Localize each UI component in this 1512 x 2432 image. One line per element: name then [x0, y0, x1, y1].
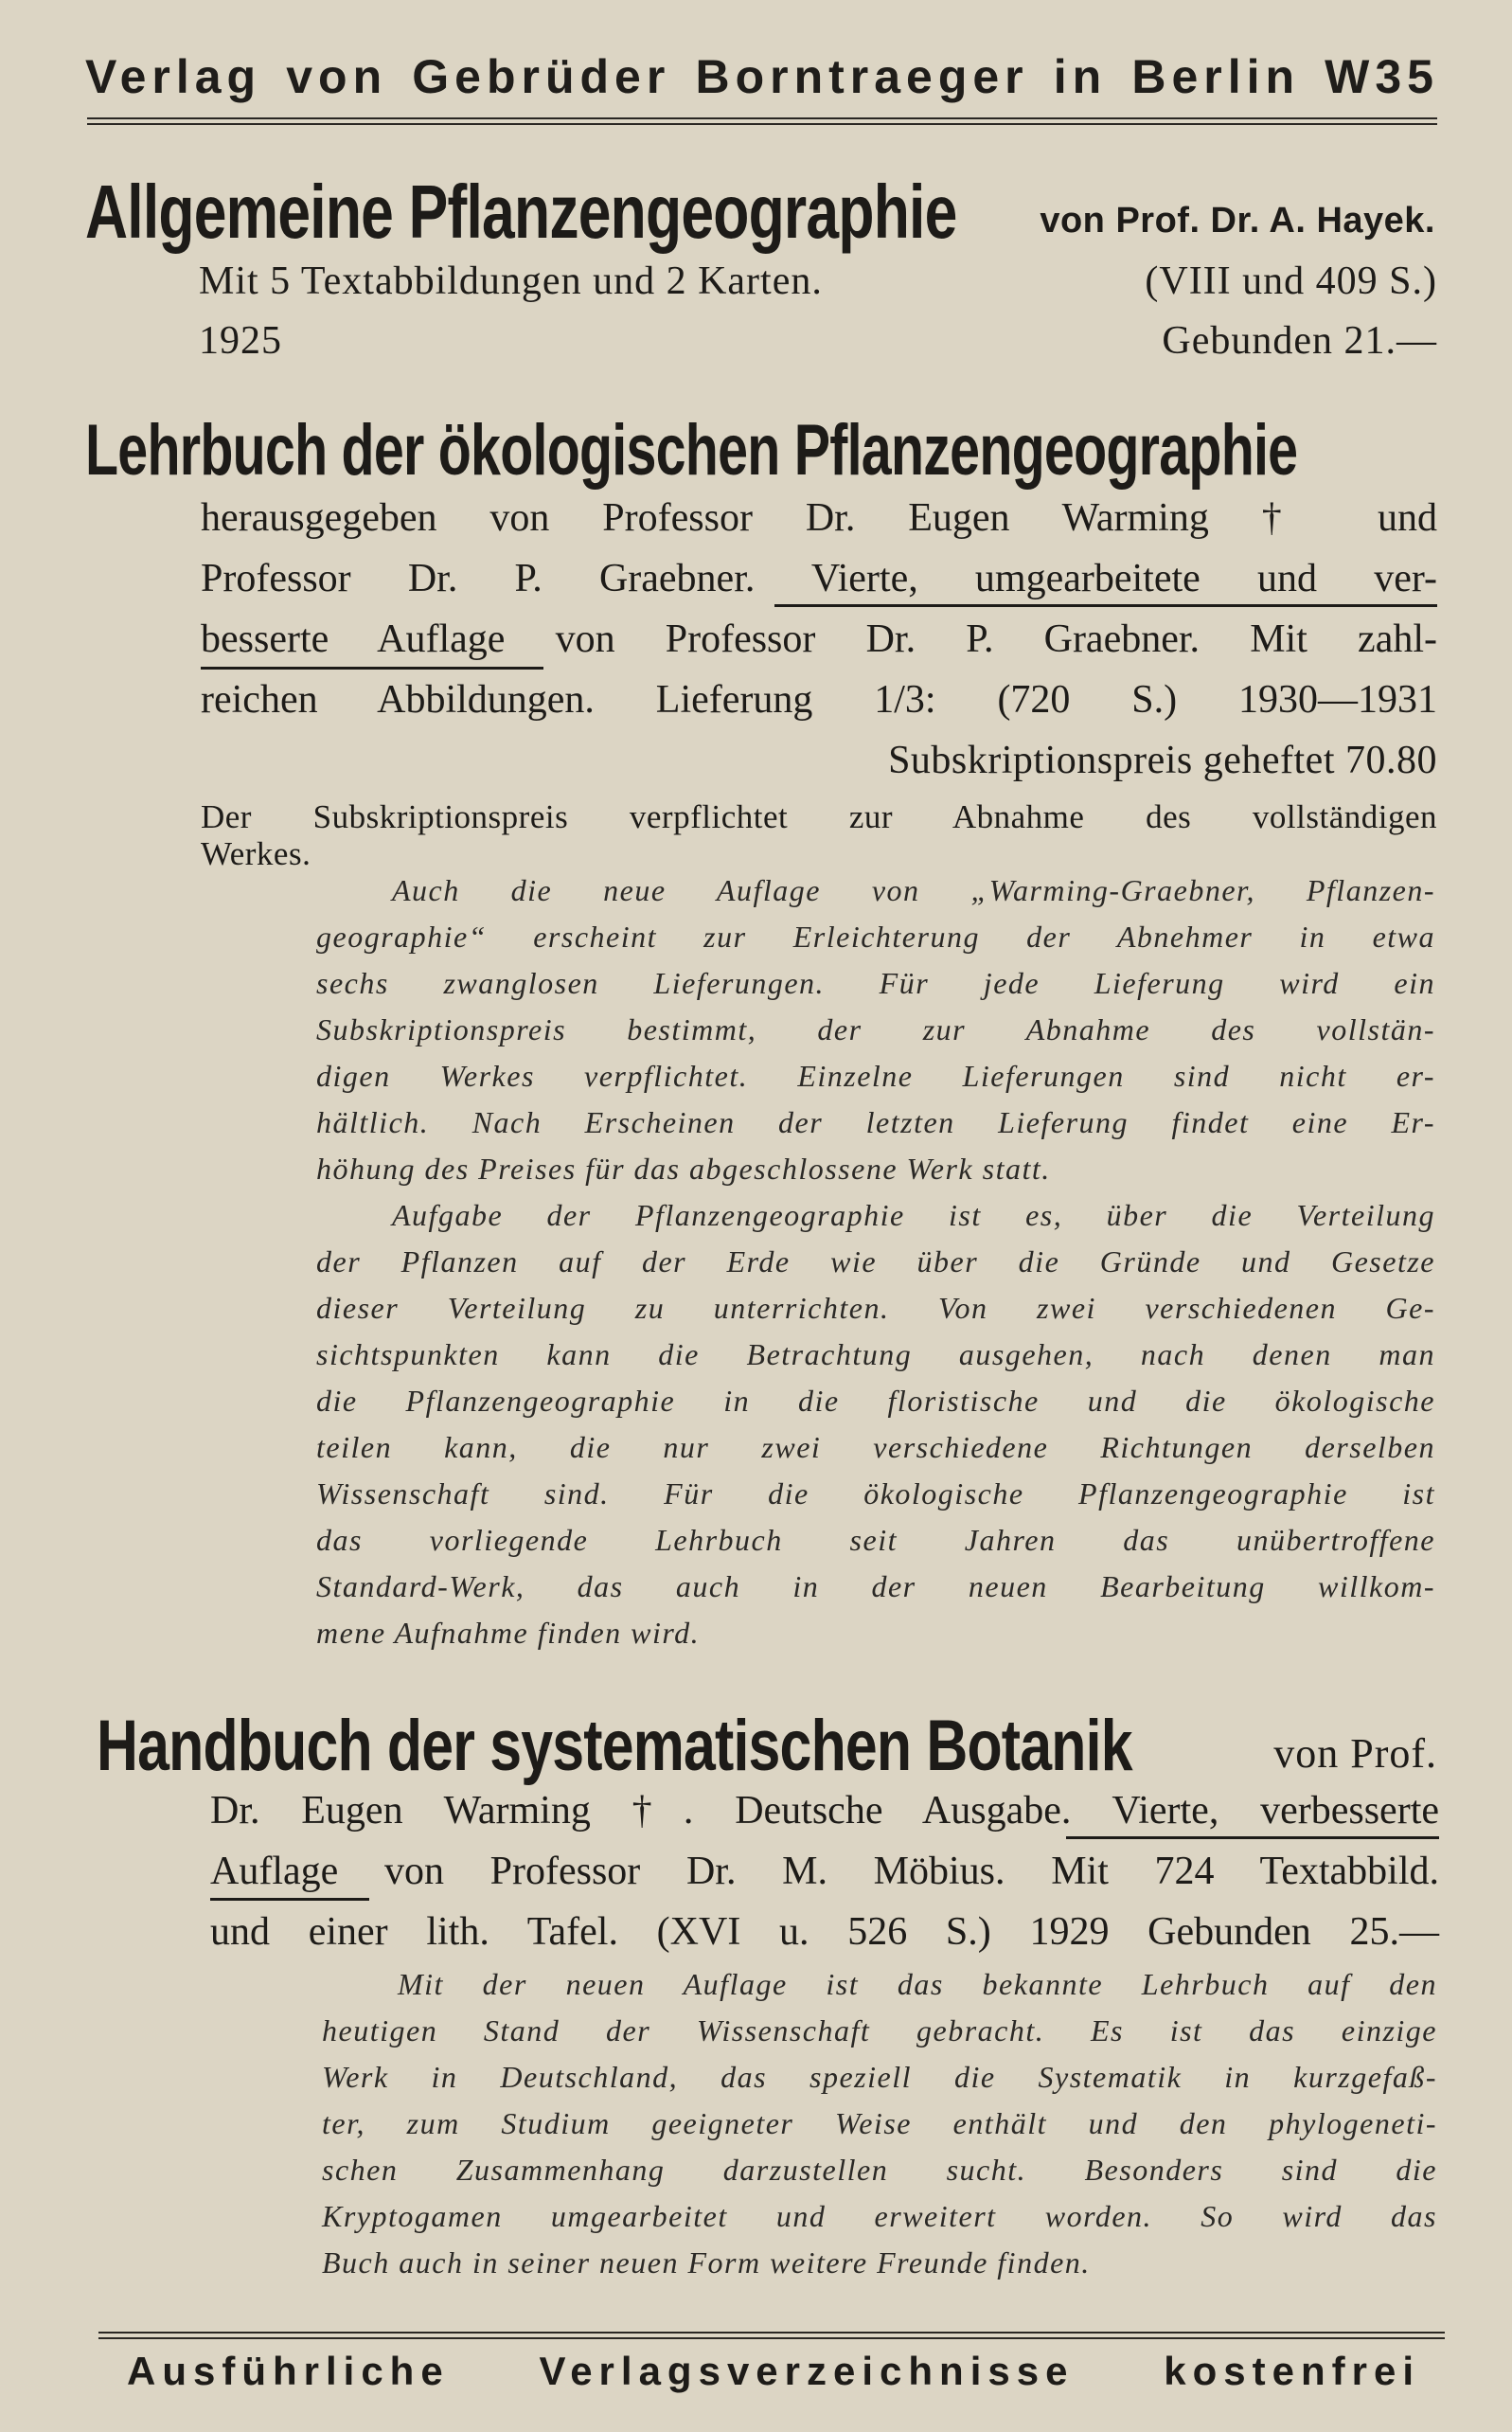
- book3-line-2: Auflage von Professor Dr. M. Möbius. Mit 724 Textabbild.: [210, 1850, 1439, 1893]
- book2-desc1-5: digen Werkes verpflichtet. Einzelne Lieferungen sind nicht er-: [316, 1059, 1435, 1093]
- book3-desc-1: Mit der neuen Auflage ist das bekannte Lehrbuch auf den: [398, 1967, 1437, 2001]
- book3-title-line: [97, 1705, 1441, 1786]
- book3-desc-7: Buch auch in seiner neuen Form weitere Freunde finden.: [322, 2245, 1091, 2280]
- book2-line-1: herausgegeben von Professor Dr. Eugen Warming † und: [201, 496, 1437, 540]
- book2-desc1-6: hältlich. Nach Erscheinen der letzten Lieferung findet eine Er-: [316, 1105, 1435, 1139]
- book1-pages: (VIII und 409 S.): [1145, 259, 1437, 303]
- book2-desc2-4: sichtspunkten kann die Betrachtung ausgehen, nach denen man: [316, 1337, 1435, 1371]
- book1-title: Allgemeine Pflanzengeographie: [85, 170, 957, 254]
- book2-line-3: besserte Auflage von Professor Dr. P. Graebner. Mit zahl-: [201, 617, 1437, 661]
- book2-desc2-6: teilen kann, die nur zwei verschiedene Richtungen derselben: [316, 1430, 1435, 1464]
- book3-title: Handbuch der systematischen Botanik: [97, 1706, 1132, 1786]
- book2-desc2-5: die Pflanzengeographie in die floristische und die ökologische: [316, 1384, 1435, 1418]
- book1-year-price: [199, 318, 1437, 364]
- book3-desc-4: ter, zum Studium geeigneter Weise enthält und den phylogeneti-: [322, 2106, 1437, 2140]
- book2-desc2-2: der Pflanzen auf der Erde wie über die Gründe und Gesetze: [316, 1244, 1435, 1279]
- header-rule: [87, 117, 1437, 125]
- book2-price: Subskriptionspreis geheftet 70.80: [888, 739, 1437, 782]
- book3-desc-5: schen Zusammenhang darzustellen sucht. Besonders sind die: [322, 2153, 1437, 2187]
- book2-note-1: Der Subskriptionspreis verpflichtet zur Abnahme des vollständigen: [201, 798, 1437, 835]
- book3-underline-1: [1066, 1836, 1439, 1839]
- book2-desc2-10: mene Aufnahme finden wird.: [316, 1616, 701, 1650]
- book2-desc1-2: geographie“ erscheint zur Erleichterung der Abnehmer in etwa: [316, 920, 1435, 954]
- book1-author: von Prof. Dr. A. Hayek.: [1040, 201, 1435, 241]
- book2-desc2-1: Aufgabe der Pflanzengeographie ist es, über die Verteilung: [392, 1198, 1435, 1232]
- book2-desc1-3: sechs zwanglosen Lieferungen. Für jede Lieferung wird ein: [316, 966, 1435, 1000]
- book2-underline-1: [774, 604, 1437, 607]
- book3-desc-3: Werk in Deutschland, das speziell die Systematik in kurzgefaß-: [322, 2060, 1437, 2094]
- publisher-header: Verlag von Gebrüder Borntraeger in Berlin W35: [85, 50, 1439, 103]
- book1-year: 1925: [199, 319, 282, 363]
- book2-desc2-9: Standard-Werk, das auch in der neuen Bearbeitung willkom-: [316, 1569, 1435, 1603]
- book2-desc1-4: Subskriptionspreis bestimmt, der zur Abnahme des vollstän-: [316, 1012, 1435, 1046]
- book3-line-3: und einer lith. Tafel. (XVI u. 526 S.) 1929 Gebunden 25.—: [210, 1910, 1439, 1954]
- footer-text: Ausführliche Verlagsverzeichnisse kostenfrei: [127, 2349, 1420, 2393]
- book2-desc2-7: Wissenschaft sind. Für die ökologische Pflanzengeographie ist: [316, 1476, 1435, 1511]
- book1-details: [199, 259, 1437, 304]
- footer-rule: [98, 2332, 1445, 2339]
- book3-desc-6: Kryptogamen umgearbeitet und erweitert worden. So wird das: [322, 2199, 1437, 2233]
- book2-underline-2: [201, 667, 543, 670]
- book2-note-2: Werkes.: [201, 835, 311, 872]
- book2-desc1-1: Auch die neue Auflage von „Warming-Graebner, Pflanzen-: [392, 873, 1435, 907]
- book1-price: Gebunden 21.—: [1162, 319, 1437, 363]
- book3-underline-2: [210, 1898, 369, 1901]
- book2-desc1-7: höhung des Preises für das abgeschlossene Werk statt.: [316, 1152, 1051, 1186]
- book2-title: Lehrbuch der ökologischen Pflanzengeographie: [85, 410, 1298, 491]
- book2-line-4: reichen Abbildungen. Lieferung 1/3: (720 S.) 1930—1931: [201, 678, 1437, 722]
- book3-title-suffix: von Prof.: [1273, 1730, 1437, 1777]
- book2-desc2-8: das vorliegende Lehrbuch seit Jahren das unübertroffene: [316, 1523, 1435, 1557]
- book1-illustrations: Mit 5 Textabbildungen und 2 Karten.: [199, 259, 823, 303]
- book3-desc-2: heutigen Stand der Wissenschaft gebracht. Es ist das einzige: [322, 2013, 1437, 2048]
- book2-line-2: Professor Dr. P. Graebner. Vierte, umgearbeitete und ver-: [201, 557, 1437, 600]
- book3-line-1: Dr. Eugen Warming †. Deutsche Ausgabe. Vierte, verbesserte: [210, 1789, 1439, 1833]
- book1-title-line: [85, 169, 1439, 254]
- book2-title-line: [85, 409, 1439, 491]
- book2-desc2-3: dieser Verteilung zu unterrichten. Von zwei verschiedenen Ge-: [316, 1291, 1435, 1325]
